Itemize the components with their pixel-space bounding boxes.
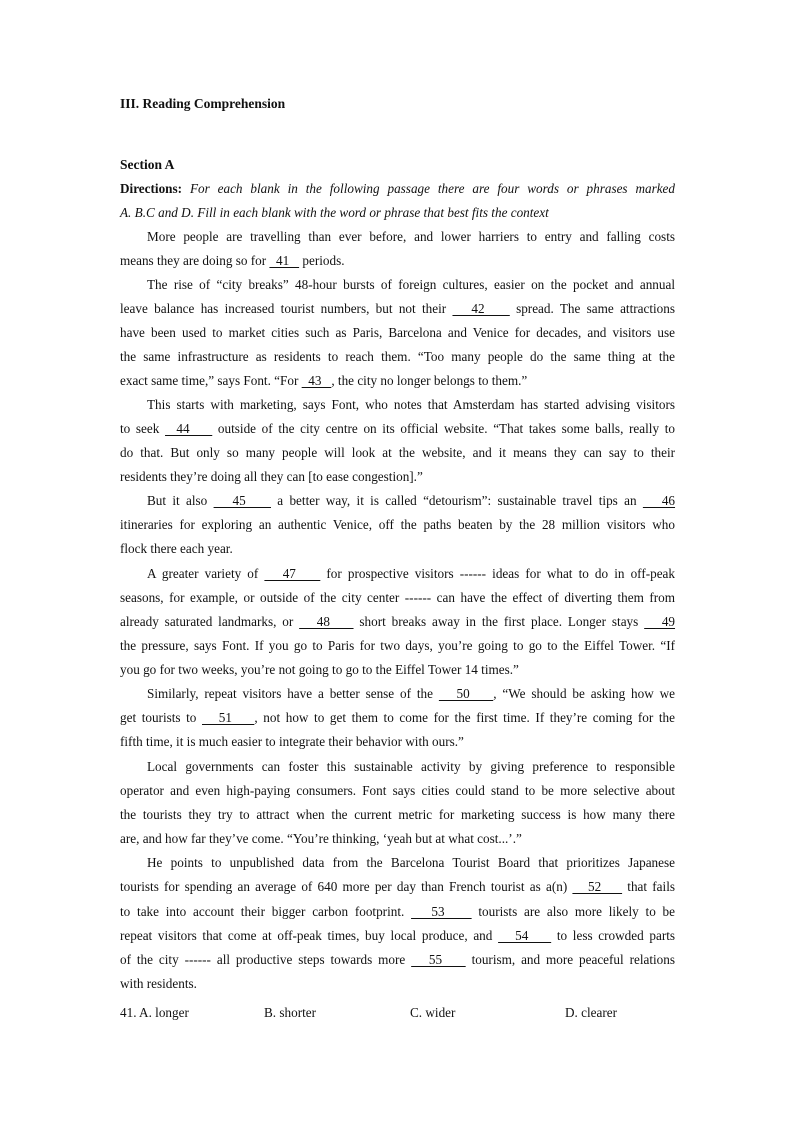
passage-line: But it also 45 a better way, it is called “detourism”: sustainable travel tips an 46 (147, 493, 676, 508)
passage-line: have been used to market cities such as Paris, Barcelona and Venice for decades, and visitors use (120, 325, 675, 340)
passage-line: the same infrastructure as residents to reach them. “Too many people do the same thing at the (120, 349, 675, 364)
question-41-option-c: C. wider (410, 1005, 456, 1020)
passage-line: the pressure, says Font. If you go to Paris for two days, you’re going to go to the Eiffel Tower. “If (120, 638, 675, 653)
passage-line: He points to unpublished data from the Barcelona Tourist Board that prioritizes Japanese (147, 855, 675, 870)
directions-label: Directions: (120, 181, 183, 196)
blank-43: 43 (301, 373, 332, 388)
passage-line: repeat visitors that come at off-peak times, buy local produce, and 54 to less crowded parts (120, 928, 676, 943)
directions-line-2: A. B.C and D. Fill in each blank with the word or phrase that best fits the context (120, 205, 549, 220)
blank-42: 42 (452, 301, 510, 316)
passage-line: means they are doing so for 41 periods. (120, 253, 345, 268)
passage-line: This starts with marketing, says Font, who notes that Amsterdam has started advising visitors (147, 397, 675, 412)
blank-44: 44 (165, 421, 213, 436)
passage-line: tourists for spending an average of 640 more per day than French tourist as a(n) 52 that fails (120, 879, 675, 894)
passage-line: with residents. (120, 976, 197, 991)
blank-53: 53 (411, 904, 472, 919)
question-41-option-b: B. shorter (264, 1005, 317, 1020)
passage-line: to seek 44 outside of the city centre on its official website. “That takes some balls, really to (120, 421, 675, 436)
passage-line: Local governments can foster this sustainable activity by giving preference to responsible (147, 759, 675, 774)
passage-line: exact same time,” says Font. “For 43 , the city no longer belongs to them.” (120, 373, 528, 388)
passage-line: of the city ------ all productive steps towards more 55 tourism, and more peaceful relations (120, 952, 675, 967)
blank-50: 50 (438, 686, 494, 701)
directions-line-1 (120, 181, 675, 197)
blank-45: 45 (213, 493, 271, 508)
blank-48: 48 (299, 614, 354, 629)
section-title: III. Reading Comprehension (120, 96, 286, 111)
passage-line: are, and how far they’ve come. “You’re thinking, ‘yeah but at what cost...’.” (120, 831, 522, 846)
passage-line: residents they’re doing all they can [to ease congestion].” (120, 469, 423, 484)
blank-51: 51 (202, 710, 255, 725)
passage-line: fifth time, it is much easier to integrate their behavior with ours.” (120, 734, 464, 749)
blank-49: 49 (644, 614, 676, 629)
passage-line: leave balance has increased tourist numbers, but not their 42 spread. The same attractions (120, 301, 675, 316)
passage-line: operator and even high-paying consumers. Font says cities could stand to be more selective about (120, 783, 675, 798)
question-41-option-a: 41. A. longer (120, 1005, 189, 1020)
blank-47: 47 (264, 566, 321, 581)
blank-55: 55 (411, 952, 466, 967)
passage-line: flock there each year. (120, 541, 233, 556)
passage-line: Similarly, repeat visitors have a better sense of the 50 , “We should be asking how we (147, 686, 676, 701)
directions-text: For each blank in the following passage there are four words or phrases marked (189, 181, 676, 196)
passage-line: do that. But only so many people will look at the website, and it means they can say to their (120, 445, 675, 460)
blank-41: 41 (269, 253, 300, 268)
blank-46: 46 (642, 493, 676, 508)
passage-line: The rise of “city breaks” 48-hour bursts of foreign cultures, easier on the pocket and annual (147, 277, 675, 292)
section-a-heading: Section A (120, 157, 175, 172)
passage-line: More people are travelling than ever before, and lower harriers to entry and falling costs (147, 229, 675, 244)
blank-52: 52 (572, 879, 623, 894)
passage-line: get tourists to 51 , not how to get them to come for the first time. If they’re coming for the (120, 710, 675, 725)
passage-line: to take into account their bigger carbon footprint. 53 tourists are also more likely to be (120, 904, 675, 919)
passage-line: itineraries for exploring an authentic Venice, off the paths beaten by the 28 million visitors who (120, 517, 675, 532)
passage-line: the tourists they try to attract when the current metric for marketing success is how many there (120, 807, 675, 822)
passage-line: you go for two weeks, you’re not going to go to the Eiffel Tower 14 times.” (120, 662, 519, 677)
question-41-option-d: D. clearer (565, 1005, 617, 1020)
blank-54: 54 (498, 928, 552, 943)
passage-line: seasons, for example, or outside of the city center ------ can have the effect of diverting them from (120, 590, 675, 605)
passage-line: already saturated landmarks, or 48 short breaks away in the first place. Longer stays 49 (120, 614, 676, 629)
passage-line: A greater variety of 47 for prospective visitors ------ ideas for what to do in off-peak (147, 566, 676, 581)
